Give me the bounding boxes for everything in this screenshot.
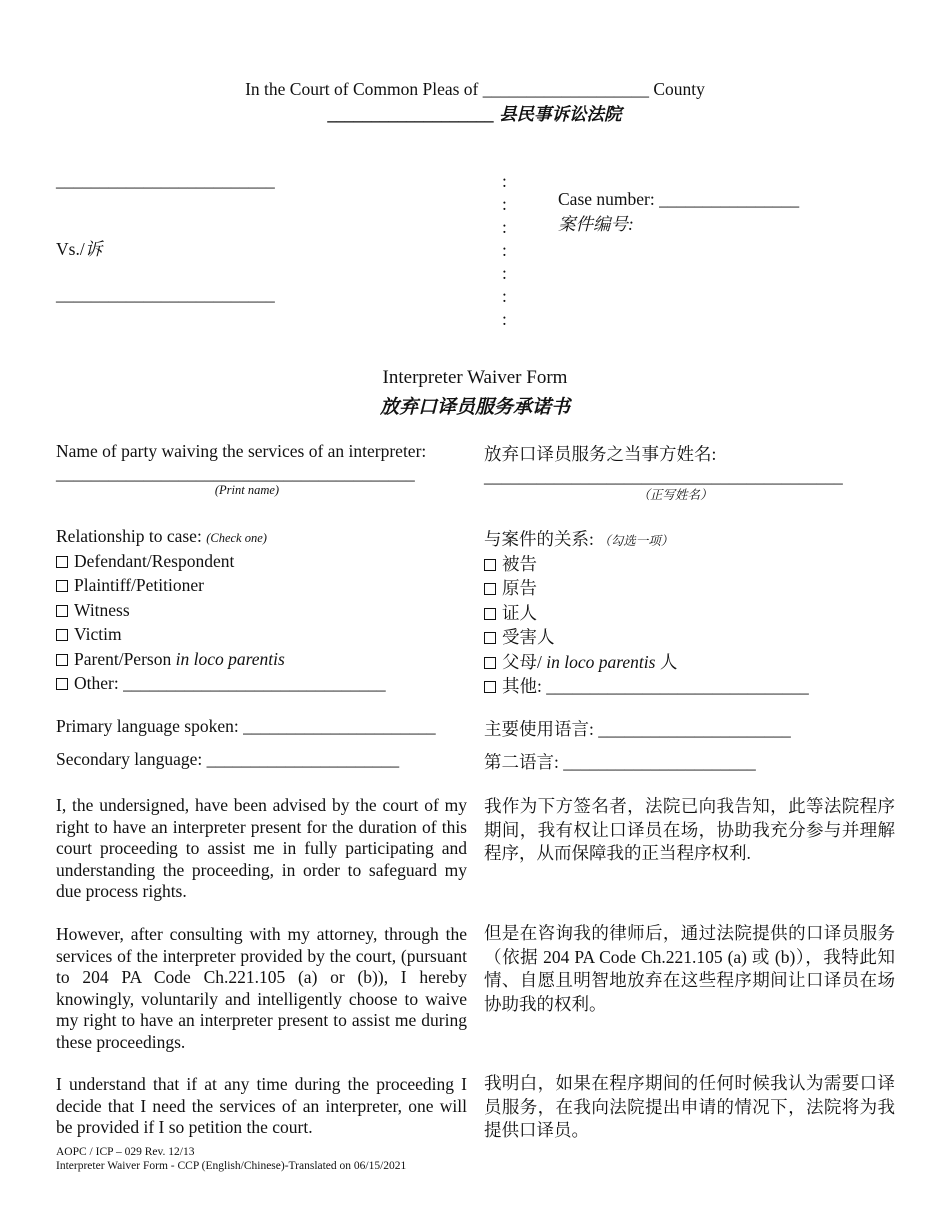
plaintiff-name-line[interactable]: _________________________ <box>56 170 275 190</box>
caption-colon: : <box>502 240 507 260</box>
option-label: Parent/Person <box>74 649 176 669</box>
checkbox[interactable] <box>56 556 68 568</box>
versus-label-en: Vs./ <box>56 239 85 259</box>
option-defendant[interactable] <box>56 551 234 572</box>
caption-colon: : <box>502 217 507 237</box>
checkbox[interactable] <box>56 605 68 617</box>
relationship-label <box>56 526 267 547</box>
checkbox[interactable] <box>56 678 68 690</box>
secondary-language-field-cn[interactable]: 第二语言: ______________________ <box>484 752 756 772</box>
party-name-input[interactable]: _________________________________________ <box>56 463 415 483</box>
option-label: Witness <box>74 600 130 620</box>
print-name-hint: (Print name) <box>214 483 280 497</box>
caption-colon: : <box>502 263 507 283</box>
statement-advised: I, the undersigned, have been advised by the court of my right to have an interpreter present for the duration of this court proceeding to assist me in fully participating and understanding the proceeding, in order to safeguard my due process rights. <box>56 795 467 901</box>
checkbox[interactable] <box>484 608 496 620</box>
checkbox[interactable] <box>56 654 68 666</box>
caption-colon: : <box>502 286 507 306</box>
versus-label-cn: 诉 <box>84 239 103 259</box>
secondary-language-field[interactable]: Secondary language: ______________________ <box>56 749 400 769</box>
checkbox[interactable] <box>484 681 496 693</box>
statement-waiver: However, after consulting with my attorney, through the services of the interpreter provided by the court, (pursuant to 204 PA Code Ch.221.105 (a) or (b)), I hereby knowingly, voluntarily and intelligently choose to waive my right to have an interpreter present to assist me during these proceedings. <box>56 924 467 1052</box>
loco-parentis-suffix-cn: 人 <box>655 652 678 672</box>
option-label: Defendant/Respondent <box>74 551 235 571</box>
option-label: 其他: ______________________________ <box>502 676 809 696</box>
relationship-label-text-cn: 与案件的关系: <box>484 529 594 549</box>
option-label: 受害人 <box>502 627 555 647</box>
statement-waiver-cn: 但是在咨询我的律师后，通过法院提供的口译员服务（依据 204 PA Code Ch.221.105 (a) 或 (b)），我特此知情、自愿且明智地放弃在这些程序期间让口译员在场协助我的权利。 <box>484 923 895 1014</box>
court-heading-cn: ___________________ 县民事诉讼法院 <box>328 104 622 124</box>
option-plaintiff[interactable] <box>56 575 204 596</box>
primary-language-field[interactable]: Primary language spoken: ______________________ <box>56 716 436 736</box>
versus-label <box>56 236 102 261</box>
option-label: 证人 <box>502 603 537 623</box>
option-parent-cn[interactable] <box>484 649 677 674</box>
checkbox[interactable] <box>484 583 496 595</box>
option-plaintiff-cn[interactable] <box>484 575 537 600</box>
case-number-label-cn: 案件编号: <box>558 214 634 234</box>
option-other-cn[interactable] <box>484 673 809 698</box>
check-one-hint-cn: （勾选一项） <box>598 534 674 548</box>
checkbox[interactable] <box>56 580 68 592</box>
party-name-label-cn: 放弃口译员服务之当事方姓名: <box>484 444 717 464</box>
form-code: AOPC / ICP – 029 Rev. 12/13 <box>56 1146 195 1158</box>
loco-parentis-text: in loco parentis <box>175 649 285 669</box>
party-name-input-cn[interactable]: _________________________________________ <box>484 466 843 486</box>
caption-colon: : <box>502 194 507 214</box>
form-title-cn: 放弃口译员服务承诺书 <box>379 397 570 418</box>
option-victim-cn[interactable] <box>484 624 555 649</box>
option-label: 被告 <box>502 554 537 574</box>
option-label: Other: ______________________________ <box>74 673 386 693</box>
checkbox[interactable] <box>56 629 68 641</box>
caption-colon: : <box>502 309 507 329</box>
court-heading: In the Court of Common Pleas of ___________________ County <box>245 79 705 99</box>
case-number-field[interactable]: Case number: ________________ <box>558 189 800 209</box>
check-one-hint: (Check one) <box>206 531 267 545</box>
option-victim[interactable] <box>56 624 122 645</box>
print-name-hint-cn: （正写姓名） <box>637 488 713 502</box>
option-witness-cn[interactable] <box>484 600 537 625</box>
statement-understand-cn: 我明白，如果在程序期间的任何时候我认为需要口译员服务，在我向法院提出申请的情况下，法院将为我提供口译员。 <box>484 1073 895 1140</box>
defendant-name-line[interactable]: _________________________ <box>56 284 275 304</box>
form-title: Interpreter Waiver Form <box>382 367 568 388</box>
form-translation-note: Interpreter Waiver Form - CCP (English/Chinese)-Translated on 06/15/2021 <box>56 1160 407 1172</box>
option-witness[interactable] <box>56 600 130 621</box>
checkbox[interactable] <box>484 657 496 669</box>
caption-colon-column <box>502 170 507 331</box>
option-other[interactable] <box>56 673 386 694</box>
checkbox[interactable] <box>484 559 496 571</box>
option-label: Victim <box>74 624 122 644</box>
statement-advised-cn: 我作为下方签名者，法院已向我告知，此等法院程序期间，我有权让口译员在场，协助我充分参与并理解程序，从而保障我的正当程序权利. <box>484 796 895 863</box>
option-label: 原告 <box>502 578 537 598</box>
statement-understand: I understand that if at any time during the proceeding I decide that I need the services of an interpreter, one will be provided if I so petition the court. <box>56 1074 467 1137</box>
option-label: 父母/ <box>502 652 547 672</box>
relationship-label-text: Relationship to case: <box>56 526 202 546</box>
checkbox[interactable] <box>484 632 496 644</box>
option-label: Plaintiff/Petitioner <box>74 575 204 595</box>
primary-language-field-cn[interactable]: 主要使用语言: ______________________ <box>484 719 791 739</box>
option-parent[interactable] <box>56 649 285 670</box>
option-defendant-cn[interactable] <box>484 551 537 576</box>
party-name-label: Name of party waiving the services of an interpreter: <box>56 441 427 461</box>
relationship-label-cn <box>484 526 673 551</box>
loco-parentis-text-cn: in loco parentis <box>546 652 656 672</box>
caption-colon: : <box>502 171 507 191</box>
